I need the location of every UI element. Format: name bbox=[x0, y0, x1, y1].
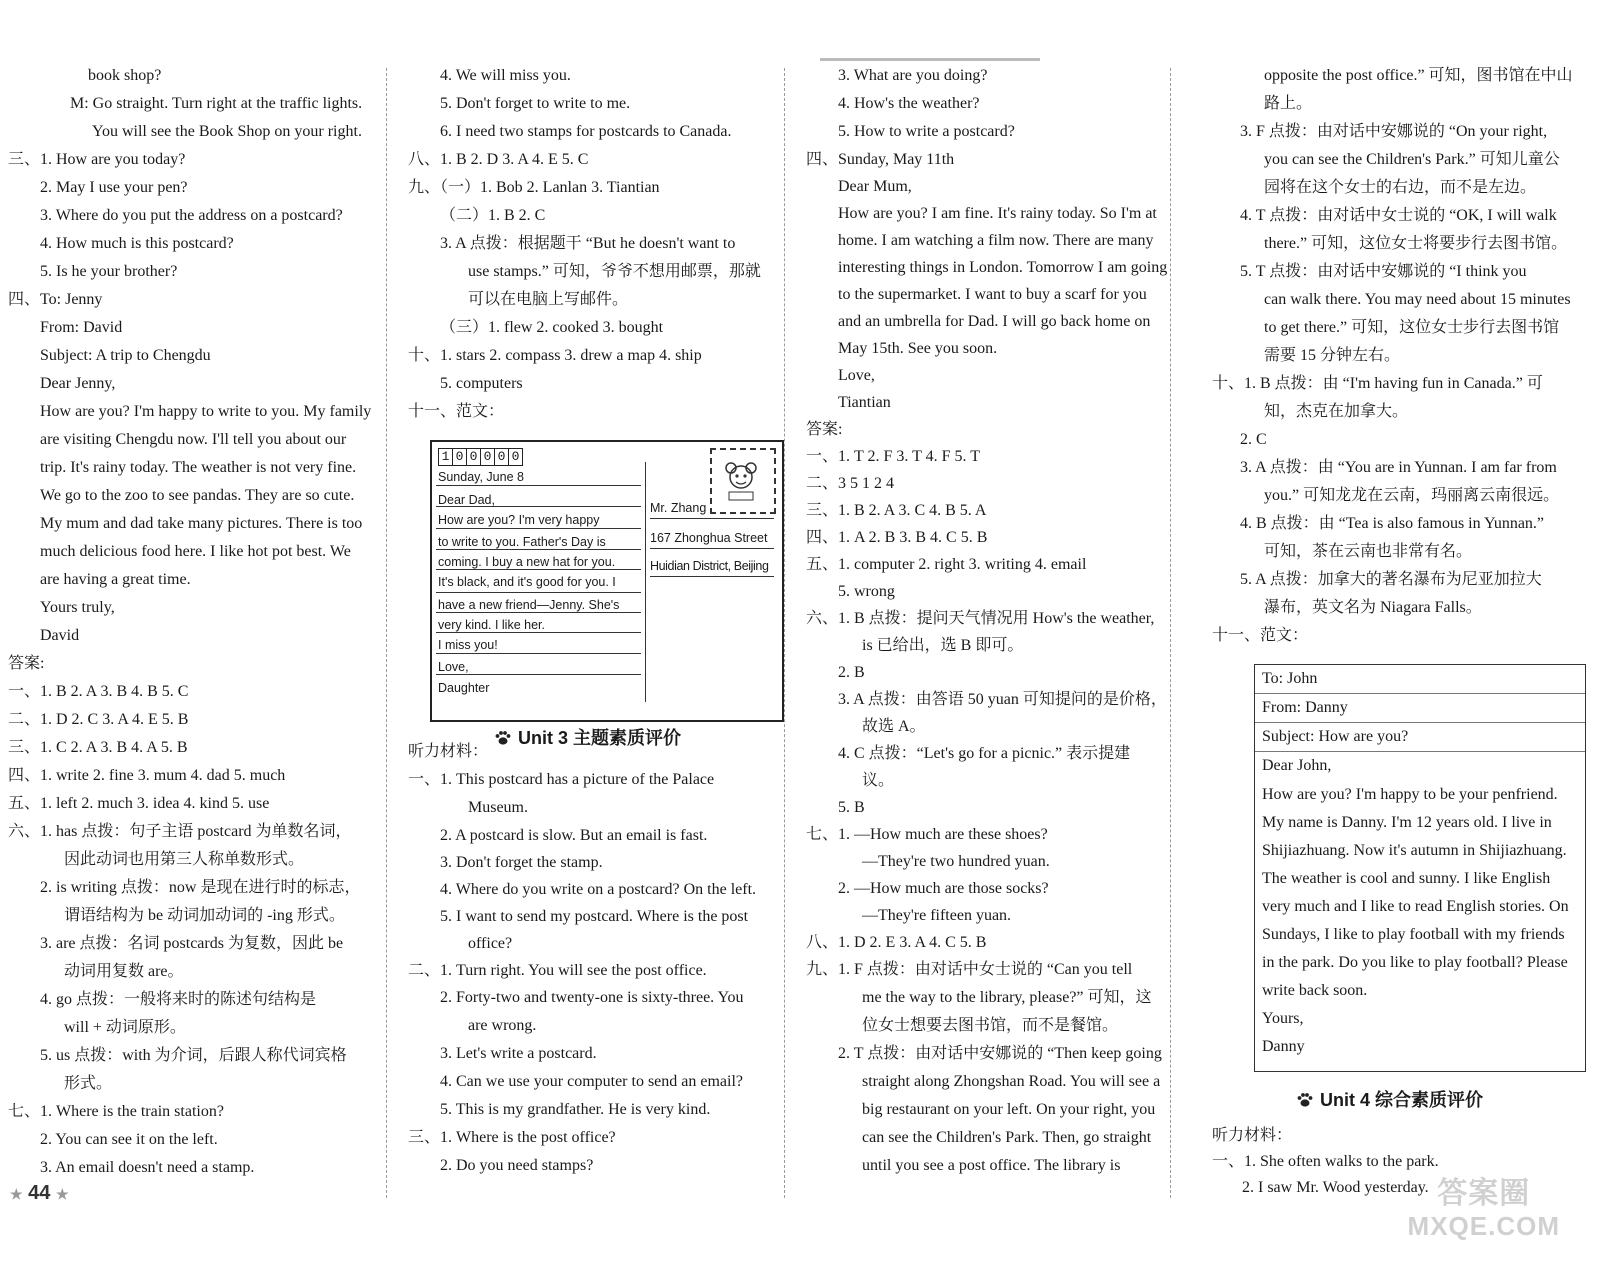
text-line: 六、1. has 点拨：句子主语 postcard 为单数名词， bbox=[8, 823, 352, 840]
postcard-divider bbox=[645, 462, 646, 702]
text-line: 五、1. left 2. much 3. idea 4. kind 5. use bbox=[8, 795, 270, 812]
postcard-line: It's black, and it's good for you. I bbox=[438, 575, 616, 589]
text-line: 3. Let's write a postcard. bbox=[440, 1045, 597, 1062]
letter-to: To: John bbox=[1262, 670, 1318, 687]
text-line: 3. Where do you put the address on a postcard? bbox=[40, 207, 343, 224]
text-line: Dear Mum, bbox=[838, 178, 912, 195]
text-line: 四、1. A 2. B 3. B 4. C 5. B bbox=[806, 529, 988, 546]
text-line: 3. F 点拨：由对话中安娜说的 “On your right, bbox=[1240, 123, 1548, 140]
zip-digit: 1 bbox=[438, 448, 453, 466]
text-line: Tiantian bbox=[838, 394, 891, 411]
text-line: 九、1. F 点拨：由对话中女士说的 “Can you tell bbox=[806, 961, 1133, 978]
text-line: you.” 可知龙龙在云南，玛丽离云南很远。 bbox=[1264, 487, 1560, 504]
text-line: 答案: bbox=[806, 421, 843, 438]
model-letter-box bbox=[1254, 664, 1586, 1072]
unit4-title: Unit 4 综合素质评价 bbox=[1320, 1090, 1484, 1110]
text-line: 3. are 点拨：名词 postcards 为复数，因此 be bbox=[40, 935, 344, 952]
text-line: 三、1. B 2. A 3. C 4. B 5. A bbox=[806, 502, 987, 519]
text-line: 4. Can we use your computer to send an email? bbox=[440, 1073, 744, 1090]
text-line: 5. computers bbox=[440, 375, 523, 392]
text-line: use stamps.” 可知，爷爷不想用邮票，那就 bbox=[468, 263, 761, 280]
text-line: 5. T 点拨：由对话中安娜说的 “I think you bbox=[1240, 263, 1527, 280]
text-line: 2. A postcard is slow. But an email is fast. bbox=[440, 827, 708, 844]
text-line: 议。 bbox=[862, 772, 895, 789]
text-line: 七、1. —How much are these shoes? bbox=[806, 826, 1048, 843]
text-line: 四、To: Jenny bbox=[8, 291, 103, 308]
text-line: 2. C bbox=[1240, 431, 1267, 448]
text-line: 园将在这个女士的右边，而不是左边。 bbox=[1264, 179, 1537, 196]
text-line: office? bbox=[468, 935, 513, 952]
postcard-line: have a new friend—Jenny. She's bbox=[438, 598, 620, 612]
text-line: 十、1. B 点拨：由 “I'm having fun in Canada.” 可 bbox=[1212, 375, 1543, 392]
text-line: to the supermarket. I want to buy a scarf for you bbox=[838, 286, 1147, 303]
letter-line: Yours, bbox=[1262, 1010, 1304, 1027]
text-line: 4. B 点拨：由 “Tea is also famous in Yunnan.” bbox=[1240, 515, 1545, 532]
text-line: there.” 可知，这位女士将要步行去图书馆。 bbox=[1264, 235, 1568, 252]
column-divider bbox=[386, 68, 387, 1198]
text-line: are visiting Chengdu now. I'll tell you about our bbox=[40, 431, 347, 448]
text-line: will + 动词原形。 bbox=[64, 1019, 186, 1036]
text-line: 形式。 bbox=[64, 1075, 113, 1092]
text-line: How are you? I'm happy to write to you. My family bbox=[40, 403, 372, 420]
text-line: 2. —How much are those socks? bbox=[838, 880, 1049, 897]
text-line: My mum and dad take many pictures. There is too bbox=[40, 515, 363, 532]
paw-icon bbox=[1296, 1092, 1314, 1108]
text-line: can see the Children's Park. Then, go straight bbox=[862, 1129, 1152, 1146]
text-line: until you see a post office. The library is bbox=[862, 1157, 1121, 1174]
text-line: 一、1. T 2. F 3. T 4. F 5. T bbox=[806, 448, 980, 465]
zip-digit: 0 bbox=[466, 448, 481, 466]
text-line: 三、1. C 2. A 3. B 4. A 5. B bbox=[8, 739, 188, 756]
text-line: 5. us 点拨：with 为介词，后跟人称代词宾格 bbox=[40, 1047, 347, 1064]
text-line: 瀑布，英文名为 Niagara Falls。 bbox=[1264, 599, 1482, 616]
star-icon: ★ bbox=[10, 1186, 23, 1202]
text-line: 六、1. B 点拨：提问天气情况用 How's the weather, bbox=[806, 610, 1155, 627]
text-line: 5. I want to send my postcard. Where is the post bbox=[440, 908, 749, 925]
text-line: 三、1. How are you today? bbox=[8, 151, 186, 168]
letter-line: Dear John, bbox=[1262, 757, 1332, 774]
text-line: are having a great time. bbox=[40, 571, 191, 588]
page-number bbox=[10, 1182, 69, 1205]
text-line: 2. B bbox=[838, 664, 865, 681]
text-line: 5. B bbox=[838, 799, 865, 816]
text-line: interesting things in London. Tomorrow I am going bbox=[838, 259, 1168, 276]
text-line: 需要 15 分钟左右。 bbox=[1264, 347, 1401, 364]
letter-line: Danny bbox=[1262, 1038, 1305, 1055]
top-rule bbox=[820, 58, 1040, 61]
text-line: straight along Zhongshan Road. You will see a bbox=[862, 1073, 1161, 1090]
page-number-value: 44 bbox=[28, 1182, 51, 1204]
zip-code-boxes bbox=[438, 448, 522, 466]
text-line: me the way to the library, please?” 可知，这 bbox=[862, 989, 1152, 1006]
text-line: you can see the Children's Park.” 可知儿童公 bbox=[1264, 151, 1560, 168]
text-line: Yours truly, bbox=[40, 599, 115, 616]
text-line: 2. May I use your pen? bbox=[40, 179, 188, 196]
text-line: opposite the post office.” 可知，图书馆在中山 bbox=[1264, 67, 1573, 84]
text-line: 4. How much is this postcard? bbox=[40, 235, 234, 252]
postcard-address: Huidian District, Beijing bbox=[650, 559, 769, 573]
text-line: 听力材料： bbox=[1212, 1127, 1293, 1144]
text-line: much delicious food here. I like hot pot best. We bbox=[40, 543, 351, 560]
text-line: Museum. bbox=[468, 799, 528, 816]
letter-line: My name is Danny. I'm 12 years old. I live in bbox=[1262, 814, 1552, 831]
text-line: 四、1. write 2. fine 3. mum 4. dad 5. much bbox=[8, 767, 286, 784]
text-line: home. I am watching a film now. There are many bbox=[838, 232, 1154, 249]
watermark bbox=[1408, 1178, 1560, 1242]
letter-line: in the park. Do you like to play football? Please bbox=[1262, 954, 1568, 971]
text-line: 3. A 点拨：根据题干 “But he doesn't want to bbox=[440, 235, 736, 252]
text-line: 5. This is my grandfather. He is very kind. bbox=[440, 1101, 711, 1118]
text-line: We go to the zoo to see pandas. They are so cute. bbox=[40, 487, 355, 504]
text-line: 因此动词也用第三人称单数形式。 bbox=[64, 851, 305, 868]
text-line: 一、1. This postcard has a picture of the Palace bbox=[408, 771, 715, 788]
text-line: 2. is writing 点拨：now 是现在进行时的标志， bbox=[40, 879, 361, 896]
postcard-date: Sunday, June 8 bbox=[438, 470, 524, 484]
text-line: 一、1. She often walks to the park. bbox=[1212, 1153, 1439, 1170]
zip-digit: 0 bbox=[508, 448, 523, 466]
text-line: 5. A 点拨：加拿大的著名瀑布为尼亚加拉大 bbox=[1240, 571, 1542, 588]
paw-icon bbox=[494, 730, 512, 746]
text-line: 七、1. Where is the train station? bbox=[8, 1103, 224, 1120]
postcard-line: to write to you. Father's Day is bbox=[438, 535, 606, 549]
text-line: 二、1. Turn right. You will see the post office. bbox=[408, 962, 707, 979]
text-line: From: David bbox=[40, 319, 123, 336]
text-line: 2. You can see it on the left. bbox=[40, 1131, 218, 1148]
zip-digit: 0 bbox=[494, 448, 509, 466]
text-line: 可知，茶在云南也非常有名。 bbox=[1264, 543, 1473, 560]
text-line: are wrong. bbox=[468, 1017, 537, 1034]
letter-line: Sundays, I like to play football with my friends bbox=[1262, 926, 1565, 943]
text-line: 4. T 点拨：由对话中女士说的 “OK, I will walk bbox=[1240, 207, 1557, 224]
unit3-title: Unit 3 主题素质评价 bbox=[518, 728, 682, 748]
postcard-line: Love, bbox=[438, 660, 469, 674]
text-line: 知，杰克在加拿大。 bbox=[1264, 403, 1409, 420]
text-line: —They're two hundred yuan. bbox=[862, 853, 1050, 870]
column-divider bbox=[1170, 68, 1171, 1198]
postcard-address: 167 Zhonghua Street bbox=[650, 531, 768, 545]
text-line: 二、1. D 2. C 3. A 4. E 5. B bbox=[8, 711, 189, 728]
text-line: 谓语结构为 be 动词加动词的 -ing 形式。 bbox=[64, 907, 345, 924]
text-line: 九、（一）1. Bob 2. Lanlan 3. Tiantian bbox=[408, 179, 660, 196]
text-line: 故选 A。 bbox=[862, 718, 926, 735]
text-line: 四、Sunday, May 11th bbox=[806, 151, 955, 168]
text-line: big restaurant on your left. On your right, you bbox=[862, 1101, 1156, 1118]
text-line: 五、1. computer 2. right 3. writing 4. email bbox=[806, 556, 1087, 573]
text-line: 4. We will miss you. bbox=[440, 67, 571, 84]
text-line: （三）1. flew 2. cooked 3. bought bbox=[440, 319, 664, 336]
postcard-line: Dear Dad, bbox=[438, 493, 495, 507]
text-line: 6. I need two stamps for postcards to Canada. bbox=[440, 123, 732, 140]
text-line: 八、1. D 2. E 3. A 4. C 5. B bbox=[806, 934, 987, 951]
unit3-heading bbox=[494, 724, 681, 750]
text-line: trip. It's rainy today. The weather is not very fine. bbox=[40, 459, 357, 476]
postcard-line: I miss you! bbox=[438, 638, 498, 652]
unit4-heading bbox=[1296, 1086, 1483, 1112]
text-line: 一、1. B 2. A 3. B 4. B 5. C bbox=[8, 683, 189, 700]
text-line: 4. go 点拨：一般将来时的陈述句结构是 bbox=[40, 991, 317, 1008]
text-line: 4. How's the weather? bbox=[838, 95, 980, 112]
text-line: 3. A 点拨：由 “You are in Yunnan. I am far from bbox=[1240, 459, 1557, 476]
star-icon: ★ bbox=[55, 1186, 69, 1202]
text-line: 二、3 5 1 2 4 bbox=[806, 475, 895, 492]
text-line: 八、1. B 2. D 3. A 4. E 5. C bbox=[408, 151, 589, 168]
text-line: and an umbrella for Dad. I will go back home on bbox=[838, 313, 1151, 330]
letter-line: The weather is cool and sunny. I like English bbox=[1262, 870, 1551, 887]
text-line: 答案: bbox=[8, 655, 45, 672]
text-line: 2. T 点拨：由对话中安娜说的 “Then keep going bbox=[838, 1045, 1162, 1062]
text-line: book shop? bbox=[88, 67, 162, 84]
text-line: 十、1. stars 2. compass 3. drew a map 4. ship bbox=[408, 347, 702, 364]
postcard-line: very kind. I like her. bbox=[438, 618, 545, 632]
zip-digit: 0 bbox=[452, 448, 467, 466]
watermark-logo-text: 答案圈 bbox=[1437, 1177, 1531, 1210]
text-line: 2. I saw Mr. Wood yesterday. bbox=[1242, 1179, 1429, 1196]
text-line: 5. Don't forget to write to me. bbox=[440, 95, 631, 112]
text-line: David bbox=[40, 627, 80, 644]
text-line: You will see the Book Shop on your right. bbox=[92, 123, 362, 140]
text-line: 听力材料： bbox=[408, 743, 489, 760]
text-line: 十一、范文： bbox=[1212, 627, 1309, 644]
text-line: 3. Don't forget the stamp. bbox=[440, 854, 603, 871]
postcard bbox=[430, 440, 784, 722]
stamp-icon bbox=[710, 448, 776, 514]
letter-line: How are you? I'm happy to be your penfriend. bbox=[1262, 786, 1558, 803]
text-line: 5. How to write a postcard? bbox=[838, 123, 1015, 140]
text-line: can walk there. You may need about 15 minutes bbox=[1264, 291, 1571, 308]
text-line: 位女士想要去图书馆，而不是餐馆。 bbox=[862, 1017, 1119, 1034]
text-line: 3. What are you doing? bbox=[838, 67, 988, 84]
text-line: 3. A 点拨：由答语 50 yuan 可知提问的是价格， bbox=[838, 691, 1167, 708]
text-line: 十一、范文： bbox=[408, 403, 505, 420]
letter-from: From: Danny bbox=[1262, 699, 1348, 716]
letter-line: write back soon. bbox=[1262, 982, 1368, 999]
text-line: 动词用复数 are。 bbox=[64, 963, 184, 980]
letter-line: very much and I like to read English stories. On bbox=[1262, 898, 1569, 915]
text-line: 4. Where do you write on a postcard? On the left. bbox=[440, 881, 757, 898]
letter-line: Shijiazhuang. Now it's autumn in Shijiazhuang. bbox=[1262, 842, 1567, 859]
text-line: 可以在电脑上写邮件。 bbox=[468, 291, 629, 308]
text-line: 2. Forty-two and twenty-one is sixty-three. You bbox=[440, 989, 744, 1006]
watermark-url: MXQE.COM bbox=[1407, 1211, 1560, 1241]
text-line: 三、1. Where is the post office? bbox=[408, 1129, 616, 1146]
postcard-line: coming. I buy a new hat for you. bbox=[438, 555, 616, 569]
postcard-line: Daughter bbox=[438, 681, 490, 695]
text-line: 5. wrong bbox=[838, 583, 895, 600]
text-line: 4. C 点拨：“Let's go for a picnic.” 表示提建 bbox=[838, 745, 1131, 762]
text-line: （二）1. B 2. C bbox=[440, 207, 546, 224]
text-line: 5. Is he your brother? bbox=[40, 263, 178, 280]
text-line: to get there.” 可知，这位女士步行去图书馆 bbox=[1264, 319, 1560, 336]
text-line: 路上。 bbox=[1264, 95, 1313, 112]
text-line: Dear Jenny, bbox=[40, 375, 116, 392]
letter-subject: Subject: How are you? bbox=[1262, 728, 1409, 745]
text-line: M: Go straight. Turn right at the traffic lights. bbox=[70, 95, 363, 112]
postcard-line: How are you? I'm very happy bbox=[438, 513, 600, 527]
zip-digit: 0 bbox=[480, 448, 495, 466]
text-line: 3. An email doesn't need a stamp. bbox=[40, 1159, 255, 1176]
text-line: is 已给出，选 B 即可。 bbox=[862, 637, 1024, 654]
text-line: Subject: A trip to Chengdu bbox=[40, 347, 211, 364]
text-line: —They're fifteen yuan. bbox=[862, 907, 1012, 924]
postcard-address: Mr. Zhang bbox=[650, 501, 707, 515]
text-line: Love, bbox=[838, 367, 875, 384]
column-divider bbox=[784, 68, 785, 1198]
text-line: How are you? I am fine. It's rainy today. So I'm at bbox=[838, 205, 1157, 222]
text-line: May 15th. See you soon. bbox=[838, 340, 998, 357]
text-line: 2. Do you need stamps? bbox=[440, 1157, 594, 1174]
